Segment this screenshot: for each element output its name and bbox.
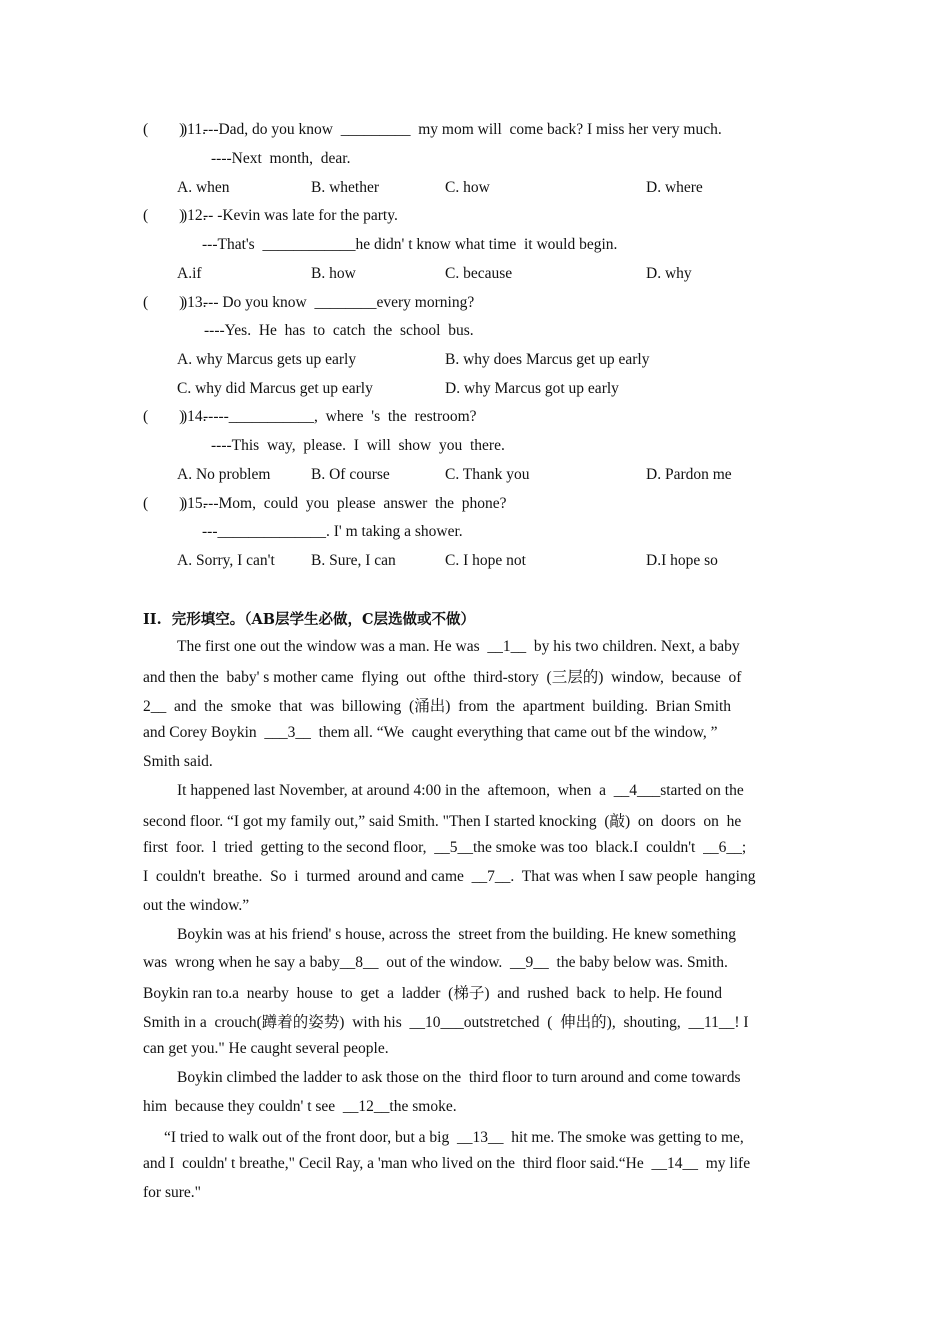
q13-reply: ----Yes. He has to catch the school bus.: [204, 322, 474, 339]
passage-line-12: was wrong when he say a baby__8__ out of the window. __9__ the baby below was. Smith.: [143, 954, 728, 971]
q14-stem: -----___________, where 's the restroom?: [203, 408, 477, 425]
passage-line-13: Boykin ran to.a nearby house to get a ladder (梯子) and rushed back to help. He found: [143, 985, 722, 1002]
q14-reply: ----This way, please. I will show you there.: [211, 437, 505, 454]
passage-line-16: Boykin climbed the ladder to ask those on the third floor to turn around and come towards: [177, 1069, 741, 1086]
q13-option-b: B. why does Marcus get up early: [445, 351, 650, 368]
q14-option-c: C. Thank you: [445, 466, 530, 483]
passage-line-14: Smith in a crouch(蹲着的姿势) with his __10___outstretched ( 伸出的), shouting, __11__! I: [143, 1014, 749, 1031]
q11-option-d: D. where: [646, 179, 703, 196]
q11-option-c: C. how: [445, 179, 490, 196]
q11-option-a: A. when: [177, 179, 230, 196]
q11-number: )11.: [182, 121, 206, 138]
passage-line-11: Boykin was at his friend' s house, across the street from the building. He knew something: [177, 926, 736, 943]
passage-line-9: I couldn't breathe. So i turmed around and came __7__. That was when I saw people hanging: [143, 868, 756, 885]
passage-line-2: and then the baby' s mother came flying out ofthe third-story (三层的) window, because of: [143, 669, 742, 686]
passage-line-10: out the window.”: [143, 897, 250, 914]
passage-line-4: and Corey Boykin ___3__ them all. “We caught everything that came out bf the window, ”: [143, 724, 718, 741]
q12-stem: -- -Kevin was late for the party.: [203, 207, 398, 224]
q12-option-b: B. how: [311, 265, 356, 282]
q11-paren: ( ): [143, 121, 185, 138]
section-heading: II. 完形填空。（AB层学生必做，C层选做或不做）: [143, 611, 476, 628]
passage-line-1: The first one out the window was a man. He was __1__ by his two children. Next, a baby: [177, 638, 740, 655]
q13-option-c: C. why did Marcus get up early: [177, 380, 373, 397]
q12-option-d: D. why: [646, 265, 692, 282]
q12-paren: ( ): [143, 207, 185, 224]
passage-line-6: It happened last November, at around 4:00 in the aftemoon, when a __4___started on the: [177, 782, 744, 799]
q12-option-a: A.if: [177, 265, 202, 282]
q15-number: )15.: [182, 495, 207, 512]
q12-reply: ---That's ____________he didn' t know what time it would begin.: [202, 236, 618, 253]
passage-line-3: 2__ and the smoke that was billowing (涌出) from the apartment building. Brian Smith: [143, 698, 732, 715]
q14-option-d: D. Pardon me: [646, 466, 732, 483]
q12-option-c: C. because: [445, 265, 513, 282]
q15-reply: ---______________. I' m taking a shower.: [202, 523, 463, 540]
passage-line-18: “I tried to walk out of the front door, but a big __13__ hit me. The smoke was getting to me,: [164, 1129, 744, 1146]
q15-option-a: A. Sorry, I can't: [177, 552, 275, 569]
q14-number: )14.: [182, 408, 207, 425]
passage-line-19: and I couldn' t breathe," Cecil Ray, a 'man who lived on the third floor said.“He __14__ my life: [143, 1155, 751, 1172]
q13-stem: --- Do you know ________every morning?: [203, 294, 475, 311]
q15-option-d: D.I hope so: [646, 552, 718, 569]
passage-line-17: him because they couldn' t see __12__the smoke.: [143, 1098, 457, 1115]
q13-paren: ( ): [143, 294, 185, 311]
passage-line-7: second floor. “I got my family out,” said Smith. "Then I started knocking (敲) on doors on he: [143, 813, 742, 830]
q13-number: )13.: [182, 294, 207, 311]
q13-option-a: A. why Marcus gets up early: [177, 351, 357, 368]
q14-option-b: B. Of course: [311, 466, 390, 483]
q15-option-c: C. I hope not: [445, 552, 526, 569]
q15-stem: ---Mom, could you please answer the phone?: [203, 495, 507, 512]
passage-line-8: first foor. l tried getting to the second floor, __5__the smoke was too black.I couldn't __6__;: [143, 839, 747, 856]
q12-number: )12.: [182, 207, 207, 224]
passage-line-15: can get you." He caught several people.: [143, 1040, 389, 1057]
q11-option-b: B. whether: [311, 179, 380, 196]
passage-line-5: Smith said.: [143, 753, 213, 770]
q11-reply: ----Next month, dear.: [211, 150, 351, 167]
q14-option-a: A. No problem: [177, 466, 271, 483]
q14-paren: ( ): [143, 408, 185, 425]
q15-option-b: B. Sure, I can: [311, 552, 396, 569]
q13-option-d: D. why Marcus got up early: [445, 380, 619, 397]
passage-line-20: for sure.": [143, 1184, 201, 1201]
q11-stem: ---Dad, do you know _________ my mom will come back? I miss her very much.: [203, 121, 722, 138]
q15-paren: ( ): [143, 495, 185, 512]
